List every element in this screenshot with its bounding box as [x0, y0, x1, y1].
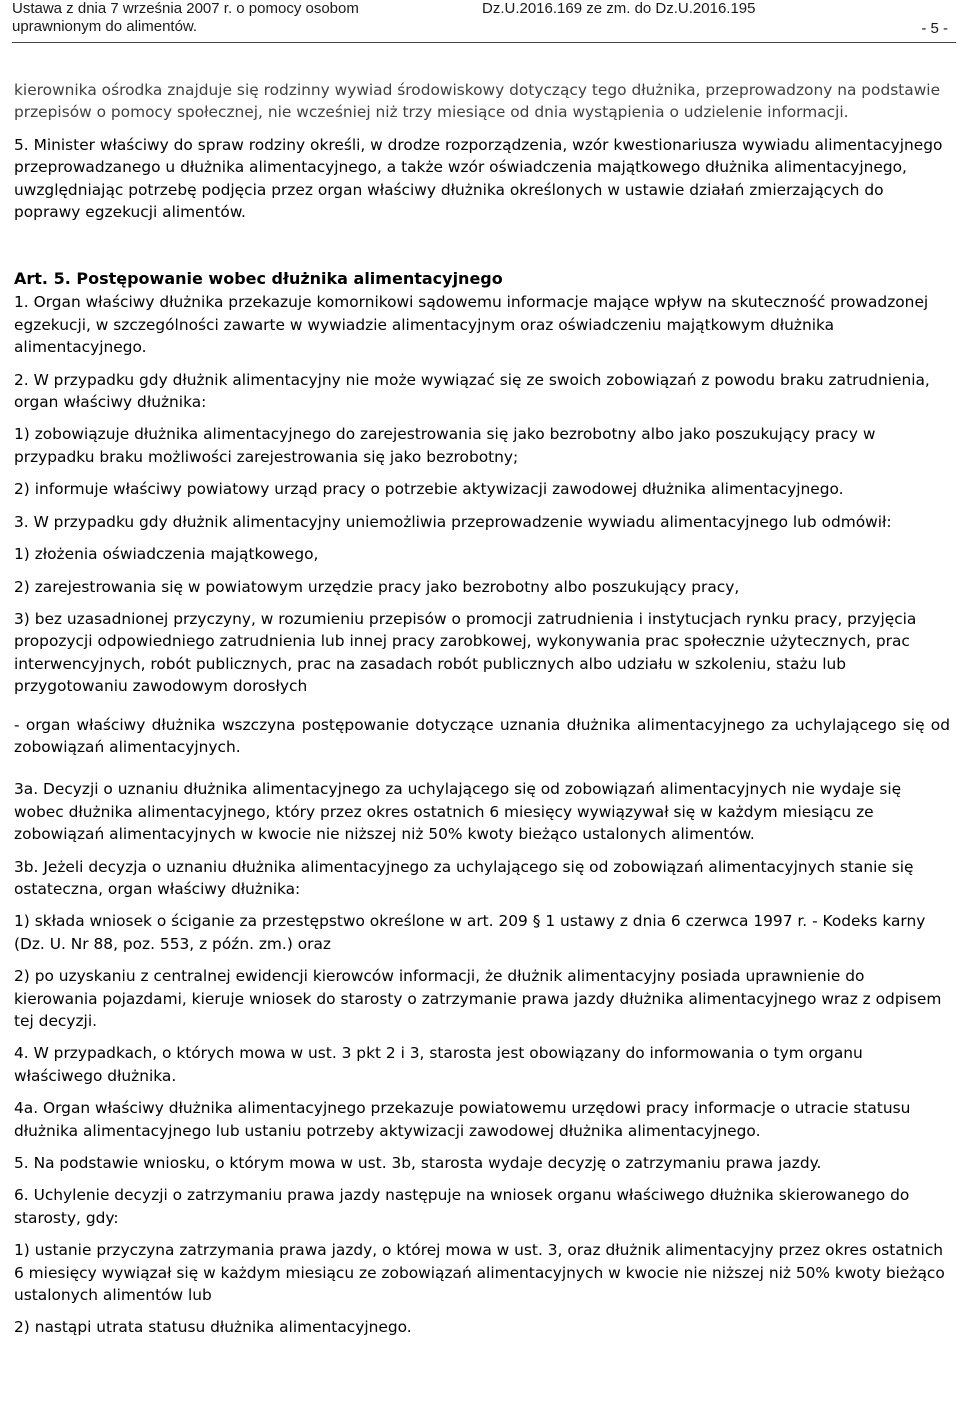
- paragraph-3b: 3b. Jeżeli decyzja o uznaniu dłużnika alimentacyjnego za uchylającego się od zobowiązań alimentacyjnych stanie się ostateczna, organ właściwy dłużnika:: [14, 857, 914, 898]
- header-act-title: Ustawa z dnia 7 września 2007 r. o pomocy osobom uprawnionym do alimentów.: [12, 0, 359, 35]
- paragraph-4: 4. W przypadkach, o których mowa w ust. 3 pkt 2 i 3, starosta jest obowiązany do informowania o tym organu właściwego dłużnika.: [14, 1044, 863, 1085]
- paragraph-2-point-1: 1) zobowiązuje dłużnika alimentacyjnego do zarejestrowania się jako bezrobotny albo jako poszukujący pracy w przypadku braku możliwości zarejestrowania się jako bezrobotny;: [14, 425, 876, 466]
- paragraph-3-conclusion: - organ właściwy dłużnika wszczyna postępowanie dotyczące uznania dłużnika alimentacyjnego za uchylającego się od zobowiązań alimentacyjnych.: [14, 715, 950, 756]
- paragraph-6: 6. Uchylenie decyzji o zatrzymaniu prawa jazdy następuje na wniosek organu właściwego dłużnika skierowanego do starosty, gdy:: [14, 1186, 910, 1227]
- paragraph-6-point-1: 1) ustanie przyczyna zatrzymania prawa jazdy, o której mowa w ust. 3, oraz dłużnik alimentacyjny przez okres ostatnich 6 miesięcy wywiązał się w każdym miesiącu ze zobowiązań alimentacyjnych w kwocie nie niższej niż 50% kwoty bieżąco ustalonych alimentów lub: [14, 1241, 945, 1305]
- paragraph-3-point-1: 1) złożenia oświadczenia majątkowego,: [14, 545, 319, 564]
- article-heading: Art. 5. Postępowanie wobec dłużnika alimentacyjnego: [14, 269, 503, 289]
- document-body: [14, 79, 950, 1339]
- paragraph-4a: 4a. Organ właściwy dłużnika alimentacyjnego przekazuje powiatowemu urzędowi pracy informacje o utracie statusu dłużnika alimentacyjnego lub ustaniu potrzeby aktywizacji zawodowej dłużnika alimentacyjnego.: [14, 1099, 911, 1140]
- paragraph-3b-point-2: 2) po uzyskaniu z centralnej ewidencji kierowców informacji, że dłużnik alimentacyjny posiada uprawnienie do kierowania pojazdami, kieruje wniosek do starosty o zatrzymanie prawa jazdy dłużnika alimentacyjnego wraz z odpisem tej decyzji.: [14, 967, 942, 1030]
- paragraph-5-regulation: 5. Minister właściwy do spraw rodziny określi, w drodze rozporządzenia, wzór kwestionariusza wywiadu alimentacyjnego przeprowadzanego u dłużnika alimentacyjnego, a także wzór oświadczenia majątkowego dłużnika alimentacyjnego, uwzględniając potrzebę podjęcia przez organ właściwy dłużnika określonych w ustawie działań zmierzających do poprawy egzekucji alimentów.: [14, 135, 943, 222]
- paragraph-2: 2. W przypadku gdy dłużnik alimentacyjny nie może wywiązać się ze swoich zobowiązań z powodu braku zatrudnienia, organ właściwy dłużnika:: [14, 370, 930, 412]
- paragraph-3a: 3a. Decyzji o uznaniu dłużnika alimentacyjnego za uchylającego się od zobowiązań alimentacyjnych nie wydaje się wobec dłużnika alimentacyjnego, który przez okres ostatnich 6 miesięcy wywiązywał się w każdym miesiącu ze zobowiązań alimentacyjnych w kwocie nie niższej niż 50% kwoty bieżąco ustalonych alimentów.: [14, 780, 902, 844]
- paragraph-5-license: 5. Na podstawie wniosku, o którym mowa w ust. 3b, starosta wydaje decyzję o zatrzymaniu prawa jazdy.: [14, 1154, 822, 1173]
- page-header: [12, 0, 952, 52]
- paragraph-3: 3. W przypadku gdy dłużnik alimentacyjny uniemożliwia przeprowadzenie wywiadu alimentacyjnego lub odmówił:: [14, 512, 892, 531]
- paragraph-3-point-3: 3) bez uzasadnionej przyczyny, w rozumieniu przepisów o promocji zatrudnienia i instytucjach rynku pracy, przyjęcia propozycji odpowiedniego zatrudnienia lub innej pracy zarobkowej, wykonywania prac społecznie użytecznych, prac interwencyjnych, robót publicznych, prac na zasadach robót publicznych albo udziału w szkoleniu, stażu lub przygotowaniu zawodowym dorosłych: [14, 609, 917, 696]
- paragraph-2-point-2: 2) informuje właściwy powiatowy urząd pracy o potrzebie aktywizacji zawodowej dłużnika alimentacyjnego.: [14, 480, 844, 499]
- header-journal-reference: Dz.U.2016.169 ze zm. do Dz.U.2016.195: [482, 0, 756, 17]
- paragraph-1: 1. Organ właściwy dłużnika przekazuje komornikowi sądowemu informacje mające wpływ na skuteczność prowadzonej egzekucji, w szczególności zawarte w wywiadzie alimentacyjnym oraz oświadczeniu majątkowym dłużnika alimentacyjnego.: [14, 293, 929, 357]
- header-page-number: - 5 -: [921, 20, 948, 37]
- header-divider: [12, 42, 956, 43]
- paragraph-3b-point-1: 1) składa wniosek o ściganie za przestępstwo określone w art. 209 § 1 ustawy z dnia 6 czerwca 1997 r. - Kodeks karny (Dz. U. Nr 88, poz. 553, z późn. zm.) oraz: [14, 912, 926, 953]
- paragraph-intro: kierownika ośrodka znajduje się rodzinny wywiad środowiskowy dotyczący tego dłużnika, przeprowadzony na podstawie przepisów o pomocy społecznej, nie wcześniej niż trzy miesiące od dnia wystąpienia o udzielenie informacji.: [14, 81, 941, 122]
- paragraph-3-point-2: 2) zarejestrowania się w powiatowym urzędzie pracy jako bezrobotny albo poszukujący pracy,: [14, 577, 740, 596]
- paragraph-6-point-2: 2) nastąpi utrata statusu dłużnika alimentacyjnego.: [14, 1318, 412, 1337]
